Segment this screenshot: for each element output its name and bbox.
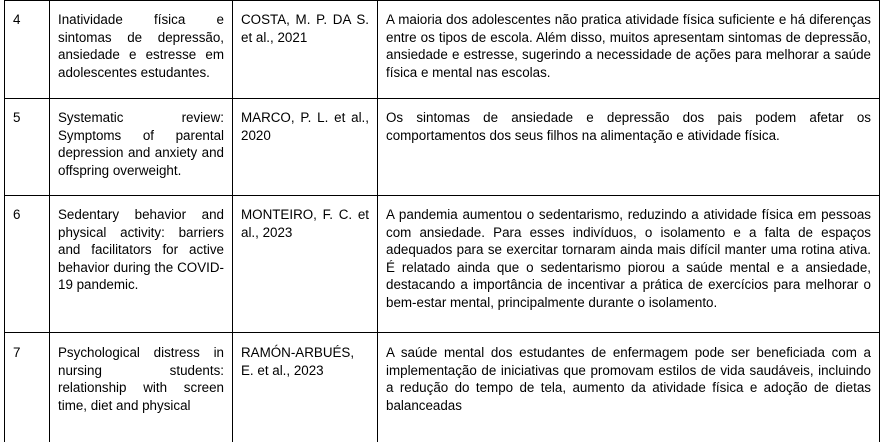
row-number: 4 bbox=[5, 1, 50, 99]
study-title: Inatividade física e sintomas de depressão, ansiedade e estresse em adolescentes estudantes. bbox=[50, 1, 233, 99]
study-summary: Os sintomas de ansiedade e depressão dos pais podem afetar os comportamentos dos seus filhos na alimentação e atividade física. bbox=[378, 99, 880, 196]
study-summary: A saúde mental dos estudantes de enfermagem pode ser beneficiada com a implementação de iniciativas que promovam estilos de vida saudáveis, incluindo a redução do tempo de tela, aumento da atividade física e adoção de dietas balanceadas bbox=[378, 333, 880, 442]
table-row bbox=[5, 99, 880, 196]
study-title: Psychological distress in nursing students: relationship with screen time, diet and physical bbox=[50, 333, 233, 442]
study-author: MARCO, P. L. et al., 2020 bbox=[233, 99, 378, 196]
row-number: 7 bbox=[5, 333, 50, 442]
study-title: Sedentary behavior and physical activity: barriers and facilitators for active behavior during the COVID-19 pandemic. bbox=[50, 196, 233, 333]
table-row bbox=[5, 196, 880, 333]
row-number: 6 bbox=[5, 196, 50, 333]
study-author: RAMÓN-ARBUÉS, E. et al., 2023 bbox=[233, 333, 378, 442]
row-number: 5 bbox=[5, 99, 50, 196]
study-author: MONTEIRO, F. C. et al., 2023 bbox=[233, 196, 378, 333]
study-summary: A maioria dos adolescentes não pratica atividade física suficiente e há diferenças entre os tipos de escola. Além disso, muitos apresentam sintomas de depressão, ansiedade e estresse, sugerindo a necessidade de ações para melhorar a saúde física e mental nas escolas. bbox=[378, 1, 880, 99]
table-row bbox=[5, 333, 880, 442]
table-row bbox=[5, 1, 880, 99]
study-summary: A pandemia aumentou o sedentarismo, reduzindo a atividade física em pessoas com ansiedade. Para esses indivíduos, o isolamento e a falta de espaços adequados para se exercitar tornaram ainda mais difícil manter uma rotina ativa. É relatado ainda que o sedentarismo piorou a saúde mental e a ansiedade, destacando a importância de incentivar a prática de exercícios para melhorar o bem-estar mental, principalmente durante o isolamento. bbox=[378, 196, 880, 333]
literature-review-table bbox=[4, 0, 880, 442]
study-author: COSTA, M. P. DA S. et al., 2021 bbox=[233, 1, 378, 99]
study-title: Systematic review: Symptoms of parental depression and anxiety and offspring overweight. bbox=[50, 99, 233, 196]
